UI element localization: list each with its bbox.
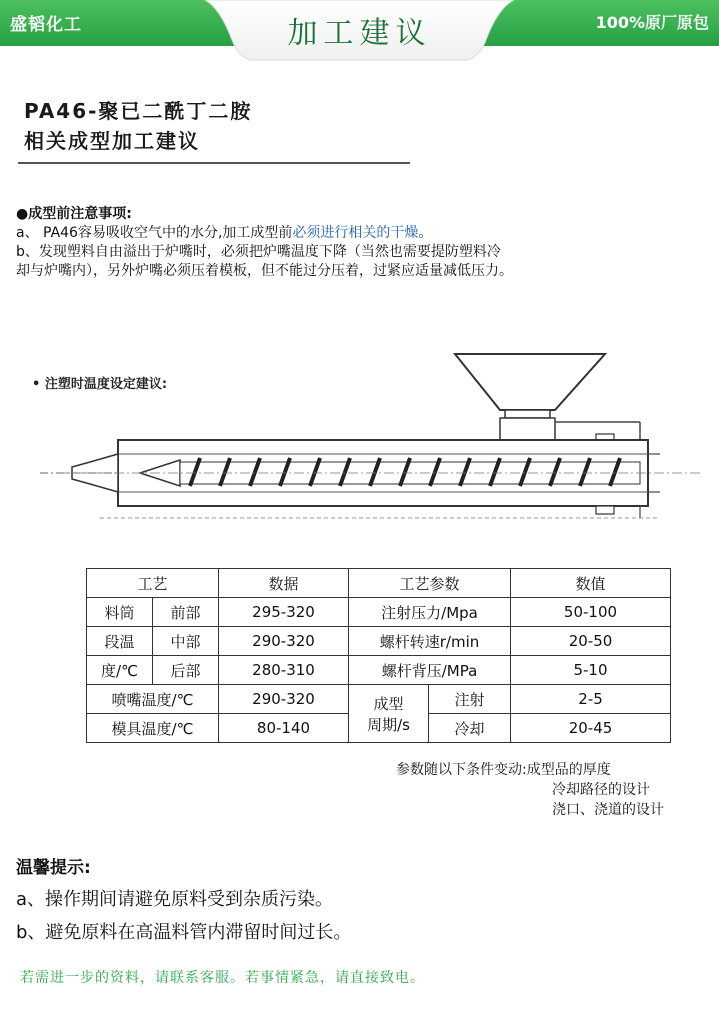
injection-machine-diagram [0, 340, 719, 565]
note-b-line2: 却与炉嘴内），另外炉嘴必须压着模板，但不能过分压着，过紧应适量减低压力。 [16, 263, 513, 279]
page-title: 加工建议 [287, 16, 432, 51]
back-pressure-value: 5-10 [511, 656, 671, 685]
note-a [16, 224, 706, 243]
header-parameter: 工艺参数 [349, 569, 511, 598]
injection-pressure-label: 注射压力/Mpa [349, 598, 511, 627]
note-a-prefix: a、 PA46容易吸收空气中的水分,加工成型前 [16, 225, 293, 241]
zone-front-value: 295-320 [219, 598, 349, 627]
zone-rear: 后部 [153, 656, 219, 685]
condition-line2: 冷却路径的设计 [552, 782, 650, 798]
table-row [87, 598, 671, 627]
parameter-conditions [396, 760, 664, 820]
section-title [24, 96, 252, 156]
table-header-row [87, 569, 671, 598]
back-pressure-label: 螺杆背压/MPa [349, 656, 511, 685]
nozzle-temp-label: 喷嘴温度/℃ [87, 685, 219, 714]
inject-time-label: 注射 [429, 685, 511, 714]
section-divider [18, 162, 410, 164]
cycle-label-line2: 周期/s [367, 715, 410, 734]
table-row [87, 627, 671, 656]
tip-a: a、操作期间请避免原料受到杂质污染。 [16, 889, 334, 910]
process-parameter-table [86, 568, 671, 743]
section-title-line1: PA46-聚已二酰丁二胺 [24, 99, 253, 123]
mold-temp-label: 模具温度/℃ [87, 714, 219, 743]
header-banner [0, 0, 719, 80]
condition-line3: 浇口、浇道的设计 [552, 802, 664, 818]
zone-front: 前部 [153, 598, 219, 627]
injection-pressure-value: 50-100 [511, 598, 671, 627]
barrel-label-1: 料筒 [87, 598, 153, 627]
header-process: 工艺 [87, 569, 219, 598]
zone-middle: 中部 [153, 627, 219, 656]
brand-name: 盛韬化工 [10, 15, 82, 35]
original-pack-badge: 100%原厂原包 [595, 13, 709, 32]
cool-time-value: 20-45 [511, 714, 671, 743]
zone-rear-value: 280-310 [219, 656, 349, 685]
barrel-label-3: 度/℃ [87, 656, 153, 685]
section-title-line2: 相关成型加工建议 [24, 129, 200, 153]
note-a-suffix: 。 [418, 225, 433, 241]
note-a-highlight: 必须进行相关的干燥 [292, 225, 419, 241]
screw-speed-label: 螺杆转速r/min [349, 627, 511, 656]
table-row [87, 685, 671, 714]
cool-time-label: 冷却 [429, 714, 511, 743]
notes-heading: ●成型前注意事项: [16, 206, 132, 222]
tips-title: 温馨提示: [16, 858, 91, 878]
tip-b: b、避免原料在高温料管内滞留时间过长。 [16, 922, 352, 943]
nozzle-temp-value: 290-320 [219, 685, 349, 714]
note-b-line1: b、发现塑料自由溢出于炉嘴时，必须把炉嘴温度下降（当然也需要提防塑料冷 [16, 244, 501, 260]
contact-note: 若需进一步的资料，请联系客服。若事情紧急，请直接致电。 [20, 970, 425, 986]
cycle-label [349, 685, 429, 743]
pre-molding-notes [16, 205, 706, 281]
header-data: 数据 [219, 569, 349, 598]
inject-time-value: 2-5 [511, 685, 671, 714]
table-row [87, 656, 671, 685]
barrel-label-2: 段温 [87, 627, 153, 656]
cycle-label-line1: 成型 [373, 694, 404, 713]
header-value: 数值 [511, 569, 671, 598]
condition-line1: 参数随以下条件变动:成型品的厚度 [396, 762, 611, 778]
diagram-label: • 注塑时温度设定建议: [32, 377, 168, 392]
mold-temp-value: 80-140 [219, 714, 349, 743]
screw-speed-value: 20-50 [511, 627, 671, 656]
zone-middle-value: 290-320 [219, 627, 349, 656]
